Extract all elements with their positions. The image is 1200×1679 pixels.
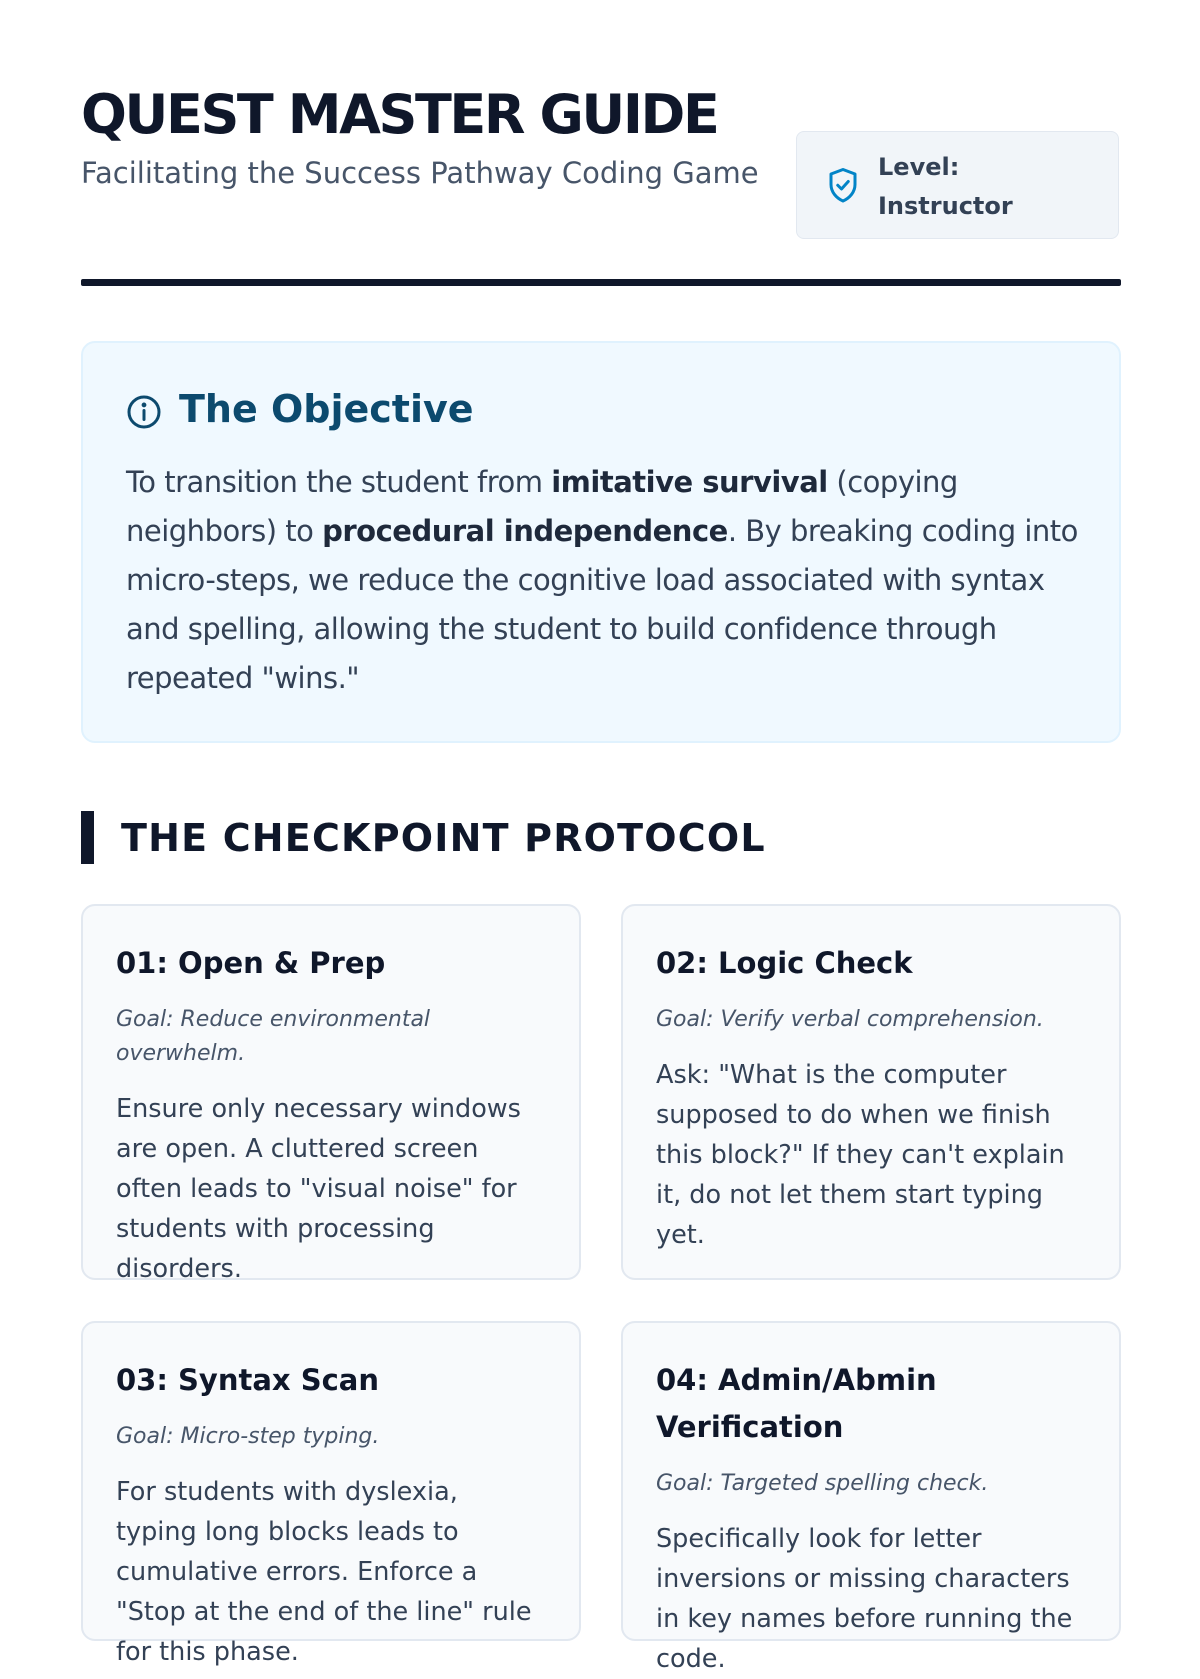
checkpoint-card: [621, 904, 1121, 1280]
page-title: QUEST MASTER GUIDE: [81, 83, 718, 146]
objective-text-part: . By breaking coding into micro-steps, we reduce the cognitive load associated with syntax and spelling, allowing the student to build confidence through repeated "wins.": [126, 514, 1078, 695]
checkpoint-goal: Goal: Verify verbal comprehension.: [656, 1007, 1044, 1032]
section-title: THE CHECKPOINT PROTOCOL: [121, 816, 766, 860]
checkpoint-card: [81, 1321, 581, 1667]
level-badge: [796, 131, 1119, 239]
section-accent-bar: [81, 811, 94, 864]
objective-text-part: To transition the student from: [126, 465, 552, 499]
shield-check-icon: [825, 166, 861, 206]
objective-emphasis: imitative survival: [551, 465, 828, 499]
checkpoint-description: For students with dyslexia, typing long blocks leads to cumulative errors. Enforce a "Stop at the end of the line" rule for this phase.: [116, 1477, 532, 1667]
checkpoint-description: Specifically look for letter inversions or missing characters in key names before running the code.: [656, 1524, 1073, 1674]
header-divider: [81, 279, 1121, 286]
checkpoint-title: 02: Logic Check: [656, 946, 913, 980]
checkpoint-card: [81, 904, 581, 1284]
checkpoint-title: 04: Admin/Abmin Verification: [656, 1363, 937, 1444]
checkpoint-goal: Goal: Reduce environmental overwhelm.: [116, 1007, 431, 1066]
page-subtitle: Facilitating the Success Pathway Coding Game: [81, 156, 759, 190]
objective-heading: The Objective: [179, 387, 474, 431]
checkpoint-card: [621, 1321, 1121, 1674]
checkpoint-description: Ask: "What is the computer supposed to do when we finish this block?" If they can't explain it, do not let them start typing yet.: [656, 1060, 1065, 1250]
checkpoint-title: 01: Open & Prep: [116, 946, 386, 980]
checkpoint-title: 03: Syntax Scan: [116, 1363, 380, 1397]
objective-panel: [81, 341, 1121, 743]
checkpoint-description: Ensure only necessary windows are open. A cluttered screen often leads to "visual noise" for students with processing disorders.: [116, 1094, 521, 1284]
checkpoint-goal: Goal: Targeted spelling check.: [656, 1471, 989, 1496]
checkpoint-goal: Goal: Micro-step typing.: [116, 1424, 380, 1449]
level-label: Level: Instructor: [878, 153, 1013, 220]
objective-emphasis: procedural independence: [322, 514, 728, 548]
info-icon: [126, 394, 162, 430]
objective-text: [126, 458, 1086, 703]
objective-text-part: (copying neighbors) to: [126, 465, 958, 548]
